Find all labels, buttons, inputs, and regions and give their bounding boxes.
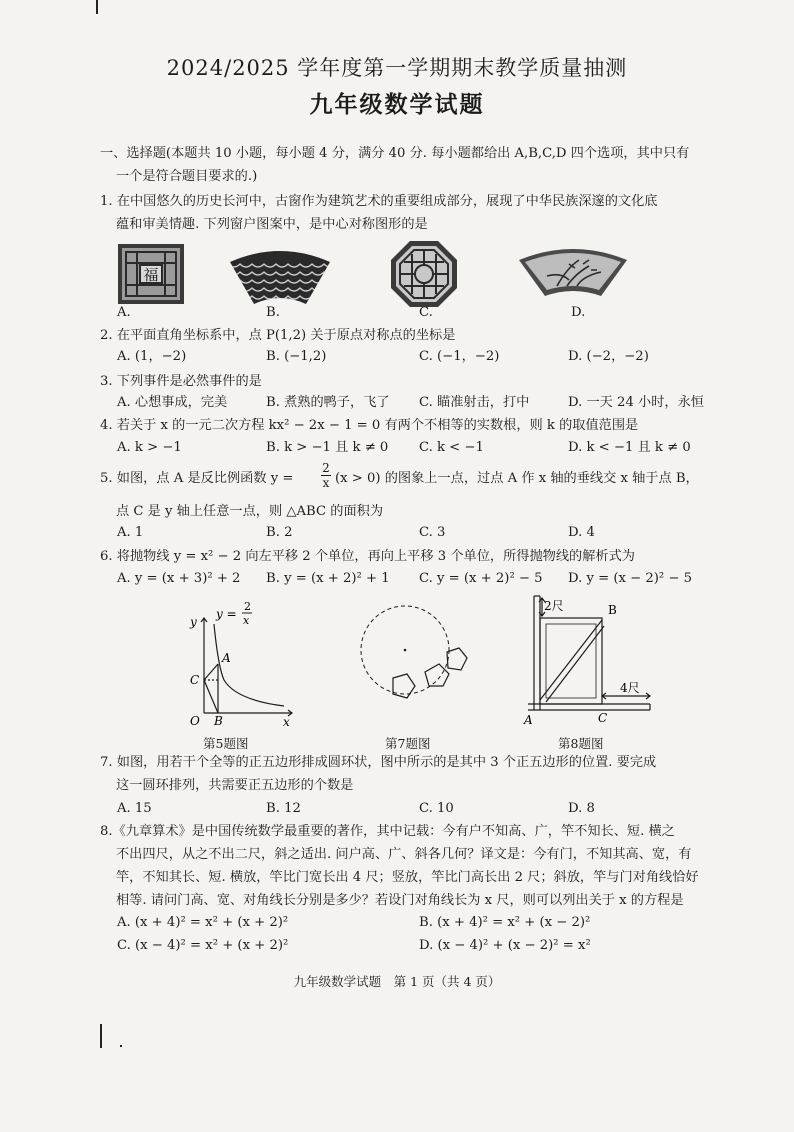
q4-stem: 4. 若关于 x 的一元二次方程 kx² − 2x − 1 = 0 有两个不相等的实数根，则 k 的取值范围是 <box>100 418 639 433</box>
section-heading-line2: 一个是符合题目要求的.) <box>116 169 258 184</box>
q5-option-c[interactable]: C. 3 <box>419 525 446 540</box>
q8-stem-line3: 竿，不知其长、短. 横放，竿比门宽长出 4 尺；竖放，竿比门高长出 2 尺；斜放，竿与门对角线恰好 <box>116 870 699 885</box>
fig5-function-num: 2 <box>244 600 251 613</box>
q3-option-c[interactable]: C. 瞄准射击，打中 <box>419 395 530 410</box>
q1-option-d[interactable]: D. <box>571 305 586 320</box>
q8-option-d[interactable]: D. (x − 4)² + (x − 2)² = x² <box>419 938 591 953</box>
scan-mark-bottom <box>100 1024 102 1048</box>
fig8-caption: 第8题图 <box>558 736 604 751</box>
q2-option-c[interactable]: C. (−1，−2) <box>419 349 500 364</box>
window-d-icon <box>517 246 629 298</box>
fig8-top-label: 2尺 <box>544 599 564 613</box>
q6-option-c[interactable]: C. y = (x + 2)² − 5 <box>419 571 543 586</box>
q5-option-a[interactable]: A. 1 <box>117 525 144 540</box>
q8-stem-line4: 相等. 请问门高、宽、对角线长分别是多少？若设门对角线长为 x 尺，则可以列出关于 x 的方程是 <box>116 893 684 908</box>
q5-fraction <box>321 461 331 490</box>
fig5-x-axis-label: x <box>283 715 290 729</box>
q8-option-a[interactable]: A. (x + 4)² = x² + (x + 2)² <box>117 915 289 930</box>
q8-option-c[interactable]: C. (x − 4)² = x² + (x + 2)² <box>117 938 289 953</box>
q5-fraction-denominator: x <box>322 476 330 490</box>
scan-mark-top <box>96 0 98 14</box>
q3-option-a[interactable]: A. 心想事成，完美 <box>117 395 228 410</box>
q2-option-a[interactable]: A. (1，−2) <box>117 349 187 364</box>
q4-option-a[interactable]: A. k > −1 <box>117 440 182 455</box>
q8-stem-line2: 不出四尺，从之不出二尺，斜之适出. 问户高、广、斜各几何？译文是：今有门，不知其高、宽，有 <box>116 847 692 862</box>
q2-option-b[interactable]: B. (−1,2) <box>266 349 327 364</box>
fig5-y-axis-label: y <box>190 615 197 629</box>
q6-stem: 6. 将抛物线 y = x² − 2 向左平移 2 个单位，再向上平移 3 个单位，所得抛物线的解析式为 <box>100 549 635 564</box>
q6-option-b[interactable]: B. y = (x + 2)² + 1 <box>266 571 390 586</box>
q7-option-b[interactable]: B. 12 <box>266 801 301 816</box>
q2-stem: 2. 在平面直角坐标系中，点 P(1,2) 关于原点对称点的坐标是 <box>100 328 456 343</box>
scan-dot <box>120 1045 122 1047</box>
q6-option-d[interactable]: D. y = (x − 2)² − 5 <box>568 571 693 586</box>
fig5-function-label: y = <box>216 607 237 621</box>
q5-stem-part2: (x > 0) 的图象上一点，过点 A 作 x 轴的垂线交 x 轴于点 B， <box>335 471 699 486</box>
fig5-function-den: x <box>243 614 250 627</box>
q7-stem-line1: 7. 如图，用若干个全等的正五边形排成圆环状，图中所示的是其中 3 个正五边形的位置. 要完成 <box>100 755 657 770</box>
q4-option-c[interactable]: C. k < −1 <box>419 440 484 455</box>
q7-option-a[interactable]: A. 15 <box>117 801 152 816</box>
q4-option-d[interactable]: D. k < −1 且 k ≠ 0 <box>568 440 691 455</box>
exam-subtitle: 九年级数学试题 <box>309 91 485 118</box>
q6-option-a[interactable]: A. y = (x + 3)² + 2 <box>117 571 241 586</box>
q7-option-d[interactable]: D. 8 <box>568 801 595 816</box>
q5-fraction-numerator: 2 <box>322 461 330 475</box>
fig8-point-b: B <box>608 603 617 617</box>
q2-option-d[interactable]: D. (−2，−2) <box>568 349 649 364</box>
window-a-icon <box>117 243 185 305</box>
figure-8 <box>520 592 660 727</box>
q3-stem: 3. 下列事件是必然事件的是 <box>100 374 262 389</box>
fig5-origin-label: O <box>190 714 200 728</box>
q8-option-b[interactable]: B. (x + 4)² = x² + (x − 2)² <box>419 915 591 930</box>
q1-stem-line1: 1. 在中国悠久的历史长河中，古窗作为建筑艺术的重要组成部分，展现了中华民族深邃的文化底 <box>100 194 658 209</box>
fig5-point-b: B <box>214 714 223 728</box>
section-heading-line1: 一、选择题(本题共 10 小题，每小题 4 分，满分 40 分. 每小题都给出 A,B,C,D 四个选项，其中只有 <box>100 146 690 161</box>
page-footer: 九年级数学试题 第 1 页（共 4 页） <box>293 974 501 989</box>
q3-option-d[interactable]: D. 一天 24 小时，永恒 <box>568 395 704 410</box>
q3-option-b[interactable]: B. 煮熟的鸭子，飞了 <box>266 395 390 410</box>
q1-option-a[interactable]: A. <box>117 305 131 320</box>
q5-stem-part1: 5. 如图，点 A 是反比例函数 y = <box>100 471 294 486</box>
fig5-caption: 第5题图 <box>203 736 249 751</box>
fig8-point-c: C <box>598 711 608 725</box>
exam-title: 2024/2025 学年度第一学期期末教学质量抽测 <box>166 56 628 80</box>
figure-7 <box>355 598 487 726</box>
fig7-caption: 第7题图 <box>385 736 431 751</box>
q1-option-b[interactable]: B. <box>266 305 280 320</box>
fu-glyph: 福 <box>143 266 159 284</box>
q4-option-b[interactable]: B. k > −1 且 k ≠ 0 <box>266 440 389 455</box>
window-b-icon <box>228 246 332 306</box>
fig8-point-a: A <box>524 713 533 727</box>
q7-stem-line2: 这一圆环排列，共需要正五边形的个数是 <box>116 778 354 793</box>
q7-option-c[interactable]: C. 10 <box>419 801 454 816</box>
q1-stem-line2: 蕴和审美情趣. 下列窗户图案中，是中心对称图形的是 <box>116 217 428 232</box>
fig8-right-label: 4尺 <box>620 681 640 695</box>
fig5-point-a: A <box>222 651 231 665</box>
window-c-icon <box>390 240 458 308</box>
q5-option-b[interactable]: B. 2 <box>266 525 293 540</box>
q1-option-c[interactable]: C. <box>419 305 433 320</box>
q5-stem-line2: 点 C 是 y 轴上任意一点，则 △ABC 的面积为 <box>116 504 384 519</box>
figure-5 <box>180 596 300 729</box>
q5-option-d[interactable]: D. 4 <box>568 525 595 540</box>
fig5-point-c: C <box>190 673 200 687</box>
q8-stem-line1: 8.《九章算术》是中国传统数学最重要的著作，其中记载：今有户不知高、广，竿不知长、短. 横之 <box>100 824 675 839</box>
